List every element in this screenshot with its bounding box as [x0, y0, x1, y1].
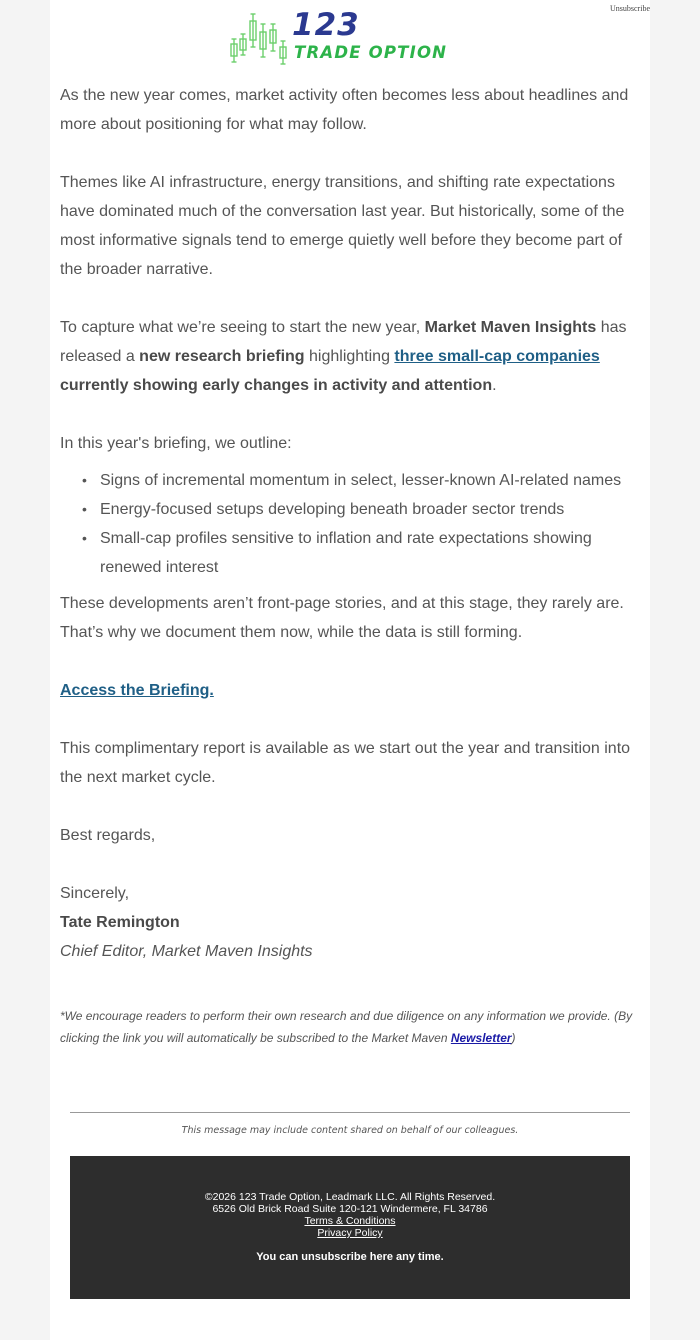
newsletter-link[interactable]: Newsletter	[450, 1031, 512, 1045]
list-item: • Energy-focused setups developing beneath broader sector trends	[100, 495, 640, 524]
logo-number: 123	[292, 7, 360, 43]
email-body	[60, 81, 640, 966]
privacy-link[interactable]: Privacy Policy	[317, 1227, 383, 1239]
brand-name: Market Maven Insights	[424, 319, 597, 336]
developments-paragraph: These developments aren’t front-page stories, and at this stage, they rarely are. That’s why we document them now, while the data is still forming.	[60, 595, 624, 641]
email-card	[50, 0, 650, 1340]
unsubscribe-top-link[interactable]: Unsubscribe	[610, 4, 650, 13]
list-item: • Small-cap profiles sensitive to inflation and rate expectations showing renewed interest	[100, 524, 640, 582]
themes-paragraph: Themes like AI infrastructure, energy transitions, and shifting rate expectations have dominated much of the conversation last year. But historically, some of the most informative signals tend to emerge quietly well before they become part of the broader narrative.	[60, 174, 625, 278]
colleagues-note: This message may include content shared on behalf of our colleagues.	[181, 1125, 519, 1136]
address: 6526 Old Brick Road Suite 120-121 Windermere, FL 34786	[212, 1203, 488, 1215]
complimentary-paragraph: This complimentary report is available as we start out the year and transition into the next market cycle.	[60, 740, 631, 786]
footer	[70, 1156, 630, 1299]
access-briefing-link[interactable]: Access the Briefing.	[60, 682, 214, 699]
copyright: ©2026 123 Trade Option, Leadmark LLC. All Rights Reserved.	[204, 1191, 496, 1203]
footer-unsubscribe[interactable]: You can unsubscribe here any time.	[256, 1251, 444, 1263]
logo	[228, 7, 474, 66]
signature-title: Chief Editor, Market Maven Insights	[60, 943, 313, 960]
disclaimer: *We encourage readers to perform their own research and due diligence on any information we provide. (By clicking the link you will automatically be subscribed to the Market Maven Newsletter)	[60, 1009, 633, 1045]
closing: Best regards,	[60, 827, 156, 844]
intro-paragraph: As the new year comes, market activity often becomes less about headlines and more about positioning for what may follow.	[60, 87, 629, 133]
three-small-cap-companies-link[interactable]: three small-cap companies	[394, 348, 600, 365]
logo-name: TRADE OPTION	[294, 43, 448, 62]
signature-name: Tate Remington	[60, 914, 180, 931]
activity-emphasis: currently showing early changes in activity and attention	[60, 377, 493, 394]
briefing-paragraph: To capture what we’re seeing to start the new year, Market Maven Insights has released a new research briefing highlighting three small-cap companies currently showing early changes in activity and attention.	[60, 319, 627, 394]
signoff: Sincerely,	[60, 885, 130, 902]
terms-link[interactable]: Terms & Conditions	[304, 1215, 396, 1227]
outline-intro: In this year's briefing, we outline:	[60, 435, 292, 452]
briefing-emphasis: new research briefing	[139, 348, 305, 365]
outline-list	[60, 466, 640, 582]
footer-divider	[70, 1112, 630, 1113]
list-item: • Signs of incremental momentum in select, lesser-known AI-related names	[100, 466, 640, 495]
